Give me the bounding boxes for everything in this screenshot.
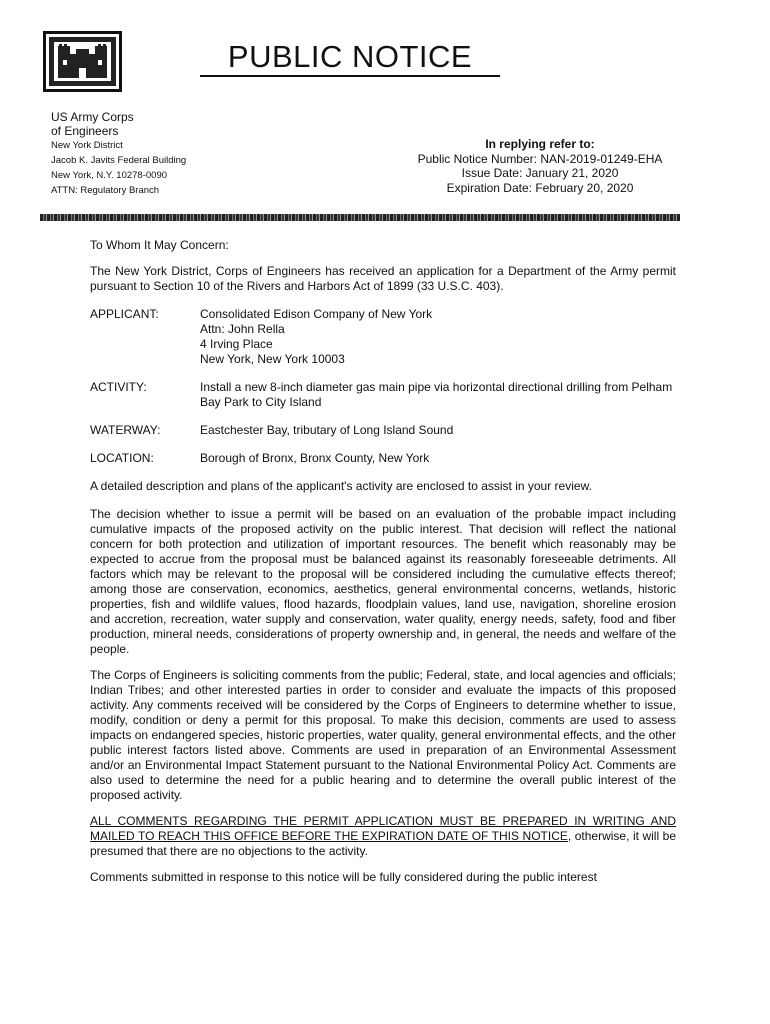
salutation: To Whom It May Concern: — [90, 238, 229, 252]
notice-body — [90, 238, 676, 885]
description-paragraph: A detailed description and plans of the applicant's activity are enclosed to assist in your review. — [90, 479, 592, 493]
field-label: LOCATION: — [90, 451, 154, 465]
field-value: Install a new 8-inch diameter gas main pipe via horizontal directional drilling from Pelham Bay Park to City Island — [200, 380, 673, 409]
field-label: APPLICANT: — [90, 307, 159, 321]
waterway-field — [90, 423, 676, 438]
location-field — [90, 451, 676, 466]
corps-castle-logo-icon — [43, 31, 122, 92]
org-line: of Engineers — [51, 124, 119, 138]
comments-paragraph: The Corps of Engineers is soliciting comments from the public; Federal, state, and local agencies and officials; Indian Tribes; and other interested parties in order to consider and evaluate the impacts of this proposed activity. Any comments received will be considered by the Corps of Engineers to determine whether to issue, modify, condition or deny a permit for this proposal. To make this decision, comments are used to assess impacts on endangered species, historic properties, water quality, general environmental effects, and the other public interest factors listed above. Comments are used in preparation of an Environmental Assessment and/or an Environmental Impact Statement pursuant to the National Environmental Policy Act. Comments are also used to determine the need for a public hearing and to determine the overall public interest of the proposed activity. — [90, 668, 676, 802]
issuing-office — [51, 110, 186, 198]
address-line: New York, N.Y. 10278-0090 — [51, 170, 168, 181]
notice-number: Public Notice Number: NAN-2019-01249-EHA — [417, 151, 663, 166]
header-divider — [40, 214, 680, 221]
issue-date: Issue Date: January 21, 2020 — [461, 166, 619, 180]
applicant-city: New York, New York 10003 — [200, 352, 345, 366]
final-paragraph: Comments submitted in response to this notice will be fully considered during the public interest — [90, 870, 597, 884]
applicant-field — [90, 307, 676, 367]
deadline-paragraph — [90, 814, 676, 859]
reply-reference — [395, 137, 685, 195]
field-value: Eastchester Bay, tributary of Long Island Sound — [200, 423, 454, 437]
applicant-street: 4 Irving Place — [200, 337, 273, 351]
deadline-warning: ALL COMMENTS REGARDING THE PERMIT APPLICATION MUST BE PREPARED IN WRITING AND MAILED TO REACH THIS OFFICE BEFORE THE EXPIRATION DATE OF THIS NOTICE, — [90, 814, 676, 843]
field-label: WATERWAY: — [90, 423, 161, 437]
deadline-tail: otherwise, it will be presumed that there are no objections to the activity. — [90, 829, 676, 858]
reply-heading: In replying refer to: — [485, 137, 595, 151]
expiration-date: Expiration Date: February 20, 2020 — [446, 180, 634, 195]
field-value — [200, 307, 676, 367]
field-value: Borough of Bronx, Bronx County, New York — [200, 451, 430, 465]
address-line: ATTN: Regulatory Branch — [51, 185, 160, 196]
address-line: New York District — [51, 140, 123, 151]
applicant-attn: Attn: John Rella — [200, 322, 285, 336]
activity-field — [90, 380, 676, 410]
address-line: Jacob K. Javits Federal Building — [51, 155, 187, 166]
field-label: ACTIVITY: — [90, 380, 147, 394]
applicant-name: Consolidated Edison Company of New York — [200, 307, 433, 321]
org-line: US Army Corps — [51, 110, 134, 124]
page-title: PUBLIC NOTICE — [200, 40, 500, 77]
intro-paragraph: The New York District, Corps of Engineers has received an application for a Department of the Army permit pursuant to Section 10 of the Rivers and Harbors Act of 1899 (33 U.S.C. 403). — [90, 264, 676, 293]
decision-paragraph: The decision whether to issue a permit will be based on an evaluation of the probable impact including cumulative impacts of the proposed activity on the public interest. That decision will reflect the national concern for both protection and utilization of important resources. The benefit which reasonably may be expected to accrue from the proposal must be balanced against its reasonably foreseeable detriments. All factors which may be relevant to the proposal will be considered including the cumulative effects thereof; among those are conservation, economics, aesthetics, general environmental concerns, wetlands, historic properties, fish and wildlife values, flood hazards, floodplain values, land use, navigation, shoreline erosion and accretion, recreation, water supply and conservation, water quality, energy needs, safety, food and fiber production, mineral needs, considerations of property ownership and, in general, the needs and welfare of the people. — [90, 507, 676, 656]
